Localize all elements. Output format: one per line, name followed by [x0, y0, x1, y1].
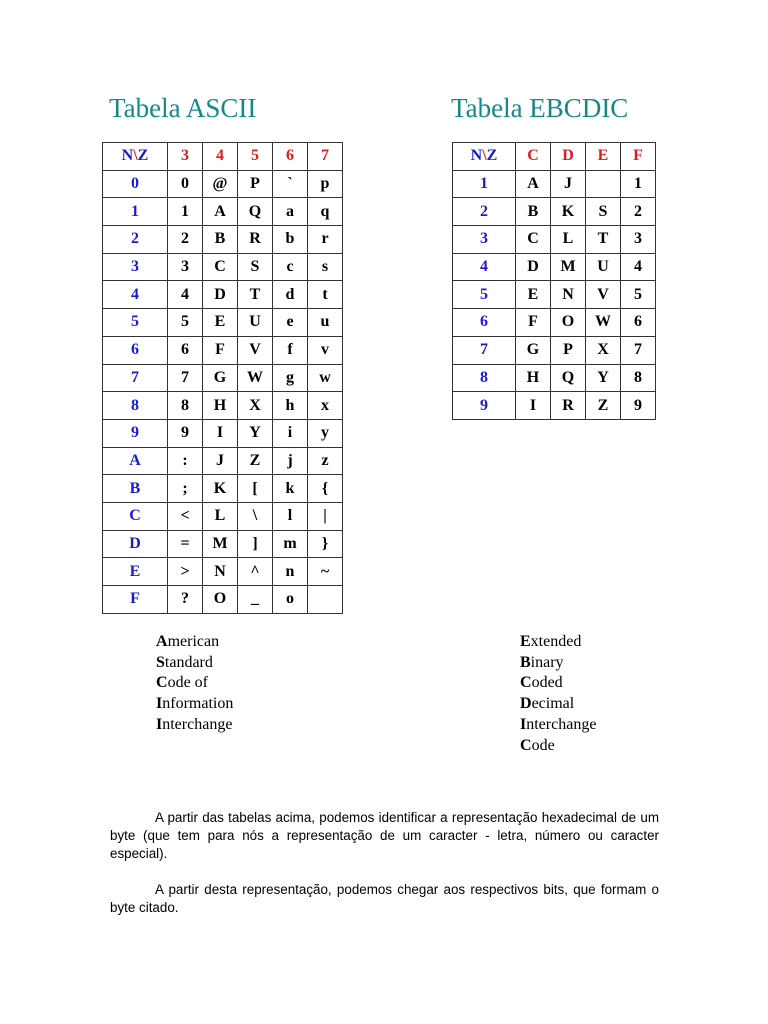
ascii-table-row — [103, 475, 343, 503]
ebcdic-table-cell: B — [516, 198, 551, 226]
ebcdic-table-row — [453, 226, 656, 254]
ascii-table-cell: T — [238, 281, 273, 309]
ascii-row-header: 7 — [103, 364, 168, 392]
ebcdic-column-header: C — [516, 143, 551, 171]
ebcdic-table-cell: K — [551, 198, 586, 226]
ascii-acronym-initial: I — [156, 695, 163, 713]
ascii-table — [102, 142, 343, 614]
ebcdic-table-cell: Z — [586, 392, 621, 420]
ascii-table-cell: p — [308, 170, 343, 198]
ascii-table-cell: U — [238, 309, 273, 337]
ebcdic-table-cell: O — [551, 309, 586, 337]
ebcdic-acronym-expansion — [520, 632, 596, 756]
ascii-acronym-line — [156, 715, 233, 736]
ebcdic-acronym-initial: C — [520, 736, 532, 754]
ascii-corner-cell — [103, 143, 168, 171]
ascii-row-header: 2 — [103, 226, 168, 254]
ebcdic-table-cell: 4 — [621, 253, 656, 281]
ascii-row-header: 9 — [103, 419, 168, 447]
ascii-acronym-initial: C — [156, 674, 168, 692]
ascii-table-cell: h — [273, 392, 308, 420]
ascii-acronym-line — [156, 632, 233, 653]
ascii-row-header: E — [103, 558, 168, 586]
ascii-table-cell: 1 — [168, 198, 203, 226]
ascii-table-cell: 6 — [168, 336, 203, 364]
ascii-table-cell: w — [308, 364, 343, 392]
ascii-table-row — [103, 281, 343, 309]
ascii-table-cell: I — [203, 419, 238, 447]
ascii-table-cell: 2 — [168, 226, 203, 254]
ebcdic-table-cell: H — [516, 364, 551, 392]
ascii-acronym-line — [156, 694, 233, 715]
ascii-table-row — [103, 419, 343, 447]
ascii-table-cell: P — [238, 170, 273, 198]
ebcdic-table-cell: V — [586, 281, 621, 309]
ascii-table-cell: J — [203, 447, 238, 475]
ascii-column-header: 6 — [273, 143, 308, 171]
ebcdic-acronym-word-rest: ecimal — [531, 695, 575, 713]
ascii-table-cell: F — [203, 336, 238, 364]
ebcdic-table-title: Tabela EBCDIC — [451, 93, 629, 123]
ascii-header-row — [103, 143, 343, 171]
ascii-table-cell: W — [238, 364, 273, 392]
ascii-table-cell: s — [308, 253, 343, 281]
ascii-table-row — [103, 198, 343, 226]
ascii-acronym-initial: I — [156, 715, 163, 733]
ebcdic-table-cell: M — [551, 253, 586, 281]
ascii-table-cell: L — [203, 502, 238, 530]
ascii-table-row — [103, 364, 343, 392]
ascii-table-cell: ^ — [238, 558, 273, 586]
ascii-row-header: F — [103, 586, 168, 614]
ascii-column-header: 3 — [168, 143, 203, 171]
ebcdic-table-cell: 8 — [621, 364, 656, 392]
ascii-acronym-word-rest: nformation — [162, 695, 234, 713]
ascii-table-cell: = — [168, 530, 203, 558]
ebcdic-row-header: 8 — [453, 364, 516, 392]
ascii-table-cell: v — [308, 336, 343, 364]
ebcdic-row-header: 9 — [453, 392, 516, 420]
ebcdic-acronym-line — [520, 632, 596, 653]
ebcdic-table-cell: G — [516, 336, 551, 364]
ebcdic-column-header: E — [586, 143, 621, 171]
ascii-table-cell: o — [273, 586, 308, 614]
ascii-table-cell: X — [238, 392, 273, 420]
ebcdic-table-cell: R — [551, 392, 586, 420]
ascii-table-cell: q — [308, 198, 343, 226]
ebcdic-corner-cell — [453, 143, 516, 171]
ascii-table-cell: 8 — [168, 392, 203, 420]
ebcdic-table-row — [453, 364, 656, 392]
ascii-corner-sep: \ — [133, 147, 138, 165]
ebcdic-corner-z: Z — [486, 147, 498, 165]
ascii-table-cell: k — [273, 475, 308, 503]
ebcdic-table-cell: A — [516, 170, 551, 198]
ebcdic-table-row — [453, 309, 656, 337]
ascii-table-cell: j — [273, 447, 308, 475]
ascii-table-cell: : — [168, 447, 203, 475]
ebcdic-table-cell: J — [551, 170, 586, 198]
ebcdic-column-header: D — [551, 143, 586, 171]
ascii-row-header: 0 — [103, 170, 168, 198]
ascii-table-row — [103, 253, 343, 281]
ebcdic-table-cell: D — [516, 253, 551, 281]
ascii-row-header: C — [103, 502, 168, 530]
ebcdic-table-cell: U — [586, 253, 621, 281]
ascii-table-row — [103, 309, 343, 337]
ascii-table-cell: a — [273, 198, 308, 226]
ascii-table-cell: 4 — [168, 281, 203, 309]
ascii-table-cell: Z — [238, 447, 273, 475]
ebcdic-acronym-initial: I — [520, 715, 527, 733]
ebcdic-acronym-word-rest: ode — [531, 736, 555, 754]
ascii-table-row — [103, 502, 343, 530]
ascii-table-cell: ~ — [308, 558, 343, 586]
ascii-table-row — [103, 170, 343, 198]
ascii-corner-z: Z — [137, 147, 149, 165]
ascii-table-cell: l — [273, 502, 308, 530]
ebcdic-acronym-line — [520, 694, 596, 715]
ascii-row-header: 8 — [103, 392, 168, 420]
ascii-table-cell: B — [203, 226, 238, 254]
ebcdic-table-row — [453, 336, 656, 364]
ascii-acronym-expansion — [156, 632, 233, 736]
ascii-acronym-line — [156, 653, 233, 674]
ascii-table-row — [103, 336, 343, 364]
ascii-table-cell: m — [273, 530, 308, 558]
ebcdic-table-cell: Y — [586, 364, 621, 392]
ascii-table-cell: R — [238, 226, 273, 254]
ascii-table-cell: K — [203, 475, 238, 503]
ascii-table-cell: C — [203, 253, 238, 281]
ascii-table-cell: b — [273, 226, 308, 254]
ebcdic-acronym-line — [520, 653, 596, 674]
ebcdic-table-row — [453, 281, 656, 309]
ascii-acronym-line — [156, 673, 233, 694]
ascii-row-header: A — [103, 447, 168, 475]
ebcdic-table-cell: C — [516, 226, 551, 254]
ascii-corner-n: N — [121, 147, 134, 165]
ebcdic-acronym-initial: C — [520, 674, 532, 692]
ascii-table-cell: O — [203, 586, 238, 614]
ebcdic-table-cell: L — [551, 226, 586, 254]
ascii-acronym-word-rest: ode of — [167, 674, 208, 692]
ascii-table-row — [103, 558, 343, 586]
ascii-table-cell: ] — [238, 530, 273, 558]
ascii-table-cell: 3 — [168, 253, 203, 281]
ebcdic-table-cell: N — [551, 281, 586, 309]
ascii-table-cell: ` — [273, 170, 308, 198]
ebcdic-acronym-line — [520, 736, 596, 757]
ebcdic-acronym-initial: B — [520, 653, 531, 671]
ebcdic-table-cell: T — [586, 226, 621, 254]
ascii-table-cell: g — [273, 364, 308, 392]
ascii-table-cell: } — [308, 530, 343, 558]
ascii-table-cell: A — [203, 198, 238, 226]
ebcdic-table-row — [453, 392, 656, 420]
ascii-table-row — [103, 586, 343, 614]
ebcdic-row-header: 6 — [453, 309, 516, 337]
ascii-table-cell: H — [203, 392, 238, 420]
ebcdic-table-cell: F — [516, 309, 551, 337]
ebcdic-table-cell: P — [551, 336, 586, 364]
ebcdic-acronym-initial: D — [520, 695, 532, 713]
ascii-table-title: Tabela ASCII — [109, 93, 257, 123]
ebcdic-row-header: 2 — [453, 198, 516, 226]
ascii-table-cell: { — [308, 475, 343, 503]
ascii-table-cell: r — [308, 226, 343, 254]
ebcdic-table-cell: 3 — [621, 226, 656, 254]
ascii-table-cell: t — [308, 281, 343, 309]
ebcdic-acronym-line — [520, 673, 596, 694]
ascii-table-cell: 7 — [168, 364, 203, 392]
ebcdic-table-row — [453, 198, 656, 226]
ascii-table-cell: e — [273, 309, 308, 337]
ebcdic-header-row — [453, 143, 656, 171]
ascii-table-row — [103, 226, 343, 254]
ascii-table-cell: i — [273, 419, 308, 447]
ebcdic-table-cell: S — [586, 198, 621, 226]
ebcdic-acronym-word-rest: oded — [531, 674, 563, 692]
ascii-acronym-word-rest: tandard — [164, 653, 213, 671]
ebcdic-row-header: 1 — [453, 170, 516, 198]
ascii-table-cell — [308, 586, 343, 614]
ebcdic-corner-n: N — [470, 147, 483, 165]
ascii-table-cell: 9 — [168, 419, 203, 447]
ascii-table-cell: M — [203, 530, 238, 558]
paragraph-bits: A partir desta representação, podemos chegar aos respectivos bits, que formam o byte citado. — [110, 882, 659, 915]
ascii-row-header: 5 — [103, 309, 168, 337]
ascii-table-cell: 5 — [168, 309, 203, 337]
ascii-table-cell: N — [203, 558, 238, 586]
ascii-table-cell: _ — [238, 586, 273, 614]
ascii-table-cell: \ — [238, 502, 273, 530]
ascii-table-cell: z — [308, 447, 343, 475]
ascii-table-cell: c — [273, 253, 308, 281]
ascii-table-cell: | — [308, 502, 343, 530]
ascii-table-cell: f — [273, 336, 308, 364]
ascii-acronym-initial: S — [156, 653, 165, 671]
ebcdic-table-row — [453, 253, 656, 281]
ascii-table-cell: x — [308, 392, 343, 420]
ascii-row-header: 1 — [103, 198, 168, 226]
ascii-table-cell: V — [238, 336, 273, 364]
ascii-table-cell: [ — [238, 475, 273, 503]
ebcdic-row-header: 5 — [453, 281, 516, 309]
ascii-table-cell: G — [203, 364, 238, 392]
ebcdic-acronym-word-rest: nterchange — [526, 715, 597, 733]
ascii-column-header: 5 — [238, 143, 273, 171]
ascii-table-cell: y — [308, 419, 343, 447]
ebcdic-acronym-word-rest: xtended — [530, 633, 582, 650]
ascii-row-header: D — [103, 530, 168, 558]
ebcdic-acronym-word-rest: inary — [530, 653, 564, 671]
ebcdic-table-cell: 7 — [621, 336, 656, 364]
ascii-table-cell: > — [168, 558, 203, 586]
ebcdic-table-cell: 6 — [621, 309, 656, 337]
ebcdic-table-cell: I — [516, 392, 551, 420]
ebcdic-table-cell — [586, 170, 621, 198]
ebcdic-table — [452, 142, 656, 420]
ebcdic-row-header: 3 — [453, 226, 516, 254]
ascii-table-cell: < — [168, 502, 203, 530]
ascii-table-cell: D — [203, 281, 238, 309]
ebcdic-table-cell: W — [586, 309, 621, 337]
ebcdic-acronym-line — [520, 715, 596, 736]
ascii-table-cell: n — [273, 558, 308, 586]
ebcdic-row-header: 4 — [453, 253, 516, 281]
ascii-table-cell: u — [308, 309, 343, 337]
ebcdic-table-cell: X — [586, 336, 621, 364]
ascii-table-cell: d — [273, 281, 308, 309]
ascii-row-header: 3 — [103, 253, 168, 281]
ebcdic-column-header: F — [621, 143, 656, 171]
ebcdic-table-cell: 2 — [621, 198, 656, 226]
ebcdic-table-cell: Q — [551, 364, 586, 392]
ascii-column-header: 4 — [203, 143, 238, 171]
ascii-table-cell: S — [238, 253, 273, 281]
ebcdic-table-cell: E — [516, 281, 551, 309]
ascii-table-cell: @ — [203, 170, 238, 198]
paragraph-hexadecimal: A partir das tabelas acima, podemos identificar a representação hexadecimal de um byte (que tem para nós a representação de um caracter - letra, número ou caracter especial). — [110, 810, 659, 861]
ebcdic-corner-sep: \ — [482, 147, 487, 165]
ebcdic-table-row — [453, 170, 656, 198]
ascii-table-row — [103, 530, 343, 558]
ascii-acronym-word-rest: merican — [167, 633, 220, 650]
ascii-table-cell: ; — [168, 475, 203, 503]
ascii-acronym-word-rest: nterchange — [162, 715, 233, 733]
ascii-acronym-initial: A — [156, 633, 168, 650]
ebcdic-table-cell: 5 — [621, 281, 656, 309]
ascii-table-cell: ? — [168, 586, 203, 614]
ascii-table-row — [103, 447, 343, 475]
ascii-row-header: 6 — [103, 336, 168, 364]
ascii-table-cell: Q — [238, 198, 273, 226]
ebcdic-acronym-initial: E — [520, 633, 531, 650]
ebcdic-table-cell: 9 — [621, 392, 656, 420]
ascii-table-cell: Y — [238, 419, 273, 447]
ebcdic-row-header: 7 — [453, 336, 516, 364]
ascii-table-row — [103, 392, 343, 420]
ascii-row-header: 4 — [103, 281, 168, 309]
ascii-column-header: 7 — [308, 143, 343, 171]
ebcdic-table-cell: 1 — [621, 170, 656, 198]
ascii-row-header: B — [103, 475, 168, 503]
ascii-table-cell: E — [203, 309, 238, 337]
ascii-table-cell: 0 — [168, 170, 203, 198]
